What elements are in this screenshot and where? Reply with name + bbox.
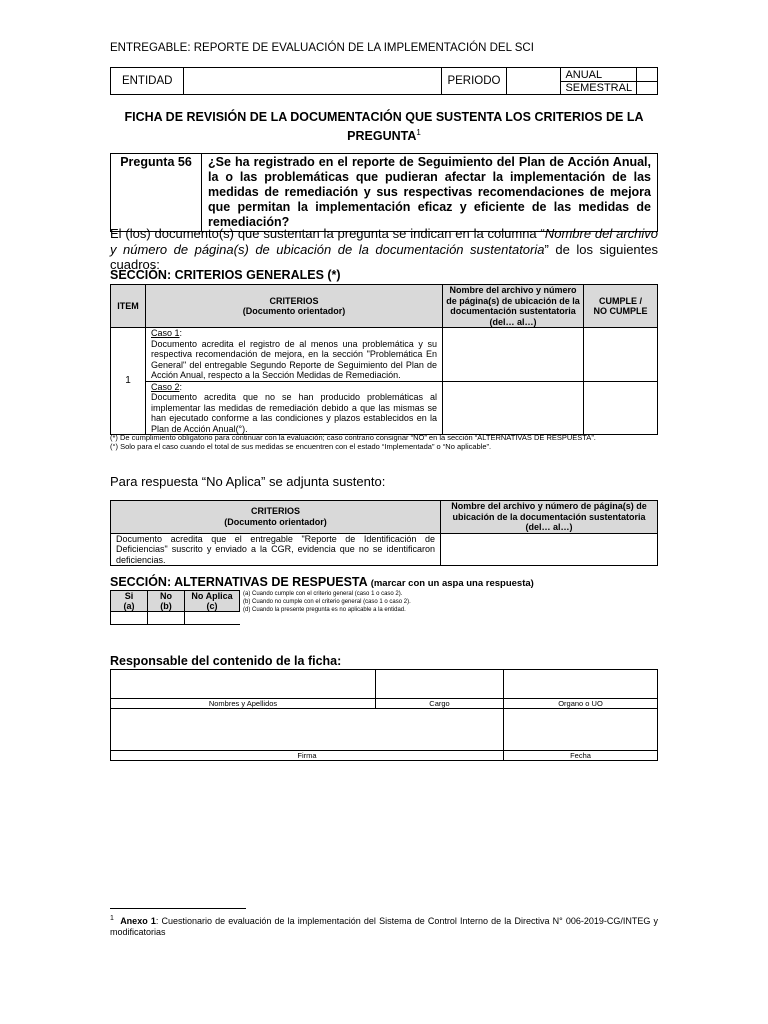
- anual-label: ANUAL: [561, 68, 636, 82]
- option-na-cell[interactable]: [185, 612, 240, 625]
- na-criterio-cell: Documento acredita que el entregable "Reporte de Identificación de Deficiencias" suscrito y enviado a la CGR, evidencia que no se identificaron deficiencias.: [111, 533, 441, 566]
- question-label: Pregunta 56: [111, 154, 202, 232]
- form-title: [110, 110, 658, 144]
- periodo-label: PERIODO: [441, 68, 506, 95]
- option-na-header: No Aplica (c): [185, 591, 240, 612]
- col-cumple-header: CUMPLE / NO CUMPLE: [584, 285, 658, 328]
- footnote-separator: [110, 908, 246, 909]
- organo-label: Organo o UO: [504, 699, 658, 709]
- firma-label: Firma: [111, 751, 504, 761]
- nombres-label: Nombres y Apellidos: [111, 699, 376, 709]
- section-general-heading: SECCIÓN: CRITERIOS GENERALES (*): [110, 268, 341, 282]
- caso1-cell: Caso 1: Documento acredita el registro de al menos una problemática y su respectiva recomendación de mejora, en la sección "Problemática En General" del entregable Segundo Reporte de Seguimiento del Plan de Acción Anual, respecto a la Sección Medidas de Remediación.: [146, 328, 443, 382]
- fecha-label: Fecha: [504, 751, 658, 761]
- na-col-nombre-header: Nombre del archivo y número de página(s) de ubicación de la documentación sustentatoria (del… al…): [441, 501, 658, 534]
- criterios-generales-table: [110, 284, 658, 435]
- caso2-cumple-cell[interactable]: [584, 381, 658, 435]
- legend-b: (b) Cuando no cumple con el criterio general (caso 1 o caso 2).: [243, 599, 411, 605]
- question-table: [110, 153, 658, 232]
- firma-input[interactable]: [111, 709, 504, 751]
- cargo-label: Cargo: [376, 699, 504, 709]
- caso2-cell: Caso 2: Documento acredita que no se han producido problemáticas al implementar las medidas de remediación debido a que las mismas se han ejecutado conforme a las condiciones y plazos establecidos en la Plan de Acción Anual(°).: [146, 381, 443, 435]
- col-criterios-header: CRITERIOS (Documento orientador): [146, 285, 443, 328]
- semestral-label: SEMESTRAL: [561, 82, 636, 95]
- fecha-input[interactable]: [504, 709, 658, 751]
- anual-checkbox[interactable]: [636, 68, 657, 82]
- option-no-header: No (b): [148, 591, 185, 612]
- question-text: ¿Se ha registrado en el reporte de Seguimiento del Plan de Acción Anual, la o las problemáticas que pudieran afectar la implementación de las medidas de remediación y sus respectivas recomendaciones de mejora que permitan la implementación eficaz y eficiente de las medidas de remediación?: [202, 154, 658, 232]
- row-item-number: 1: [111, 328, 146, 435]
- no-aplica-table: [110, 500, 658, 566]
- option-no-cell[interactable]: [148, 612, 185, 625]
- nombres-input[interactable]: [111, 670, 376, 699]
- alternatives-table: [110, 590, 240, 625]
- caso1-cumple-cell[interactable]: [584, 328, 658, 382]
- responsible-table: [110, 669, 658, 761]
- semestral-checkbox[interactable]: [636, 82, 657, 95]
- organo-input[interactable]: [504, 670, 658, 699]
- general-notes: [110, 433, 596, 451]
- no-aplica-intro: Para respuesta “No Aplica” se adjunta sustento:: [110, 474, 386, 489]
- footnote-ref: 1: [416, 128, 421, 137]
- cargo-input[interactable]: [376, 670, 504, 699]
- responsible-heading: Responsable del contenido de la ficha:: [110, 654, 342, 668]
- entidad-value[interactable]: [184, 68, 441, 95]
- na-col-criterios-header: CRITERIOS (Documento orientador): [111, 501, 441, 534]
- form-title-line1: FICHA DE REVISIÓN DE LA DOCUMENTACIÓN QUE SUSTENTA LOS CRITERIOS DE LA: [124, 110, 644, 124]
- entidad-label: ENTIDAD: [111, 68, 184, 95]
- note-obligatorio: (*) De cumplimiento obligatorio para continuar con la evaluación; caso contrario consignar “NO” en la sección “ALTERNATIVAS DE RESPUESTA”.: [110, 433, 596, 442]
- document-header: ENTREGABLE: REPORTE DE EVALUACIÓN DE LA IMPLEMENTACIÓN DEL SCI: [110, 42, 534, 54]
- caso1-nombre-cell[interactable]: [443, 328, 584, 382]
- periodo-value[interactable]: [507, 68, 561, 95]
- alternatives-heading: SECCIÓN: ALTERNATIVAS DE RESPUESTA (marcar con un aspa una respuesta): [110, 575, 534, 589]
- intro-paragraph: El (los) documento(s) que sustentan la pregunta se indican en la columna “Nombre del archivo y número de página(s) de ubicación de la documentación sustentatoria” de los siguientes cuadros:: [110, 226, 659, 272]
- legend-d: (d) Cuando la presente pregunta es no aplicable a la entidad.: [243, 607, 406, 613]
- form-title-line2: PREGUNTA$^1$: [347, 128, 421, 144]
- caso2-nombre-cell[interactable]: [443, 381, 584, 435]
- entity-period-table: [110, 67, 658, 95]
- option-si-header: Si (a): [111, 591, 148, 612]
- footnote: $^1$ Anexo 1: Cuestionario de evaluación de la implementación del Sistema de Control Interno de la Directiva N° 006-2019-CG/INTEG y modificatorias: [110, 915, 658, 937]
- option-si-cell[interactable]: [111, 612, 148, 625]
- na-nombre-cell[interactable]: [441, 533, 658, 566]
- col-item-header: ITEM: [111, 285, 146, 328]
- col-nombre-header: Nombre del archivo y número de página(s) de ubicación de la documentación sustentatoria (del… al…): [443, 285, 584, 328]
- note-solo: (°) Solo para el caso cuando el total de sus medidas se encuentren con el estado “Implementada” o “No aplicable”.: [110, 442, 492, 451]
- alternatives-legend: [243, 590, 411, 614]
- legend-a: (a) Cuando cumple con el criterio general (caso 1 o caso 2).: [243, 591, 403, 597]
